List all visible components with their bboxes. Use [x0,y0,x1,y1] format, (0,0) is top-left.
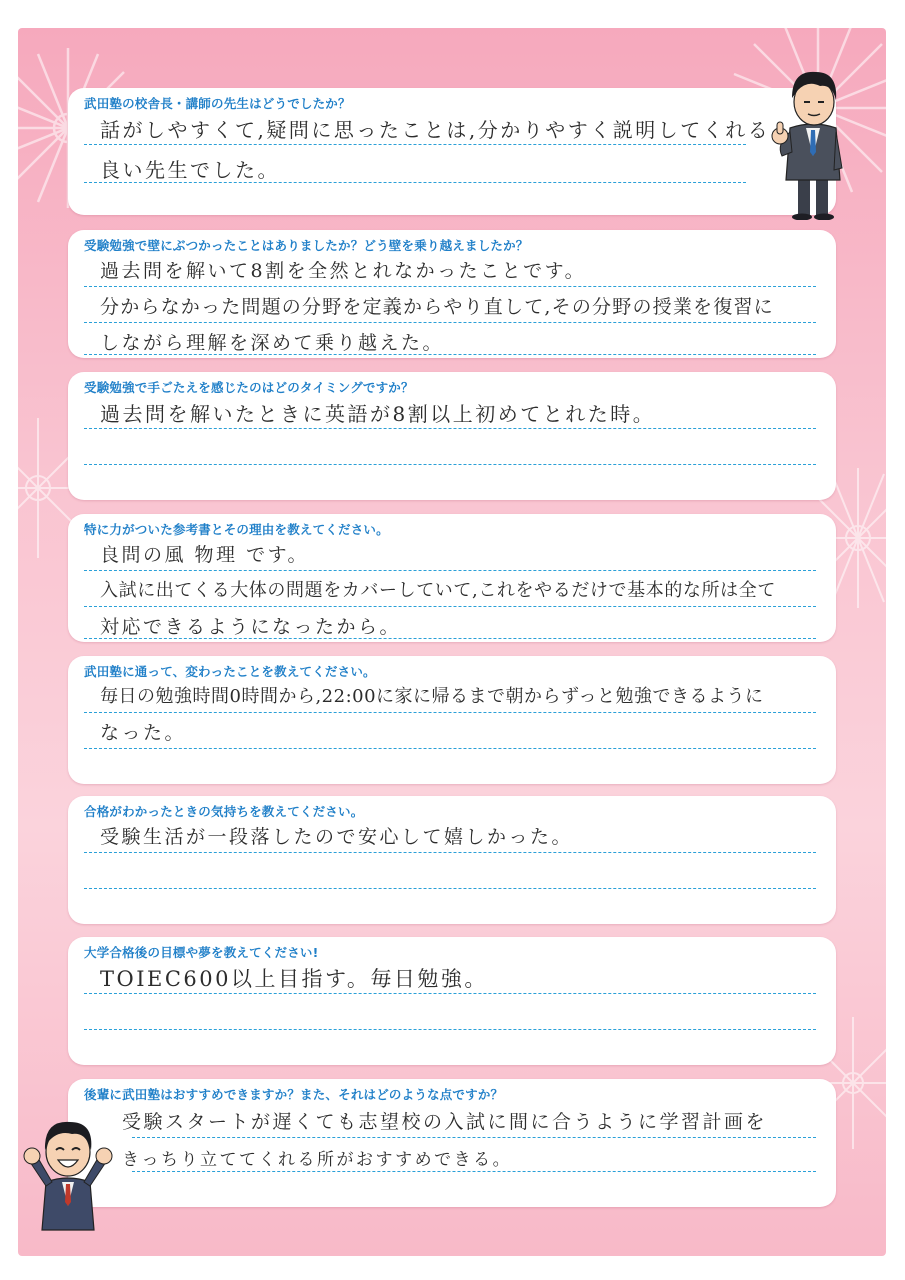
question-label: 大学合格後の目標や夢を教えてください! [84,945,319,960]
handwritten-answer: 過去問を解いて8割を全然とれなかったことです。 [100,260,587,282]
survey-card-goals [68,937,836,1065]
dashed-rule [84,144,746,145]
teacher-thumbs-up-illustration [768,58,860,220]
question-label: 武田塾の校舎長・講師の先生はどうでしたか？ [84,96,351,111]
survey-card-reference-book [68,514,836,642]
question-label: 後輩に武田塾はおすすめできますか？また、それはどのような点ですか？ [84,1087,504,1102]
handwritten-answer: 入試に出てくる大体の問題をカバーしていて,これをやるだけで基本的な所は全て [100,580,776,601]
dashed-rule [84,354,816,355]
handwritten-answer: きっちり立ててくれる所がおすすめできる。 [122,1150,513,1170]
dashed-rule [84,570,816,571]
dashed-rule [84,993,816,994]
handwritten-answer: 良問の風 物理 です。 [100,544,310,566]
handwritten-answer: TOIEC600以上目指す。毎日勉強。 [100,967,488,991]
survey-card-teacher [68,88,836,215]
question-label: 武田塾に通って、変わったことを教えてください。 [84,664,376,679]
question-label: 受験勉強で手ごたえを感じたのはどのタイミングですか？ [84,380,414,395]
question-label: 受験勉強で壁にぶつかったことはありましたか？どう壁を乗り越えましたか？ [84,238,529,253]
dashed-rule [132,1137,816,1138]
handwritten-answer: 対応できるようになったから。 [100,616,402,638]
survey-card-changes [68,656,836,784]
student-cheering-illustration [20,1110,116,1236]
question-label: 特に力がついた参考書とその理由を教えてください。 [84,522,389,537]
handwritten-answer: 受験生活が一段落したので安心して嬉しかった。 [100,826,574,848]
survey-card-feelings [68,796,836,924]
dashed-rule [84,286,816,287]
dashed-rule [84,428,816,429]
handwritten-answer: 良い先生でした。 [100,158,280,182]
dashed-rule [84,606,816,607]
survey-card-recommend [68,1079,836,1207]
question-label: 合格がわかったときの気持ちを教えてください。 [84,804,364,819]
dashed-rule [84,322,816,323]
handwritten-answer: しながら理解を深めて乗り越えた。 [100,332,445,354]
dashed-rule [84,464,816,465]
handwritten-answer: 過去問を解いたときに英語が8割以上初めてとれた時。 [100,402,656,426]
survey-card-wall [68,230,836,358]
dashed-rule [84,888,816,889]
survey-card-response [68,372,836,500]
dashed-rule [84,852,816,853]
dashed-rule [84,638,816,639]
dashed-rule [84,712,816,713]
handwritten-answer: なった。 [100,722,187,744]
handwritten-answer: 受験スタートが遅くても志望校の入試に間に合うように学習計画を [122,1111,768,1133]
dashed-rule [84,748,816,749]
dashed-rule [132,1171,816,1172]
handwritten-answer: 話がしやすくて,疑問に思ったことは,分かりやすく説明してくれる [100,118,771,142]
dashed-rule [84,1029,816,1030]
handwritten-answer: 毎日の勉強時間0時間から,22:00に家に帰るまで朝からずっと勉強できるように [100,686,764,707]
handwritten-answer: 分からなかった問題の分野を定義からやり直して,その分野の授業を復習に [100,296,774,318]
dashed-rule [84,182,746,183]
